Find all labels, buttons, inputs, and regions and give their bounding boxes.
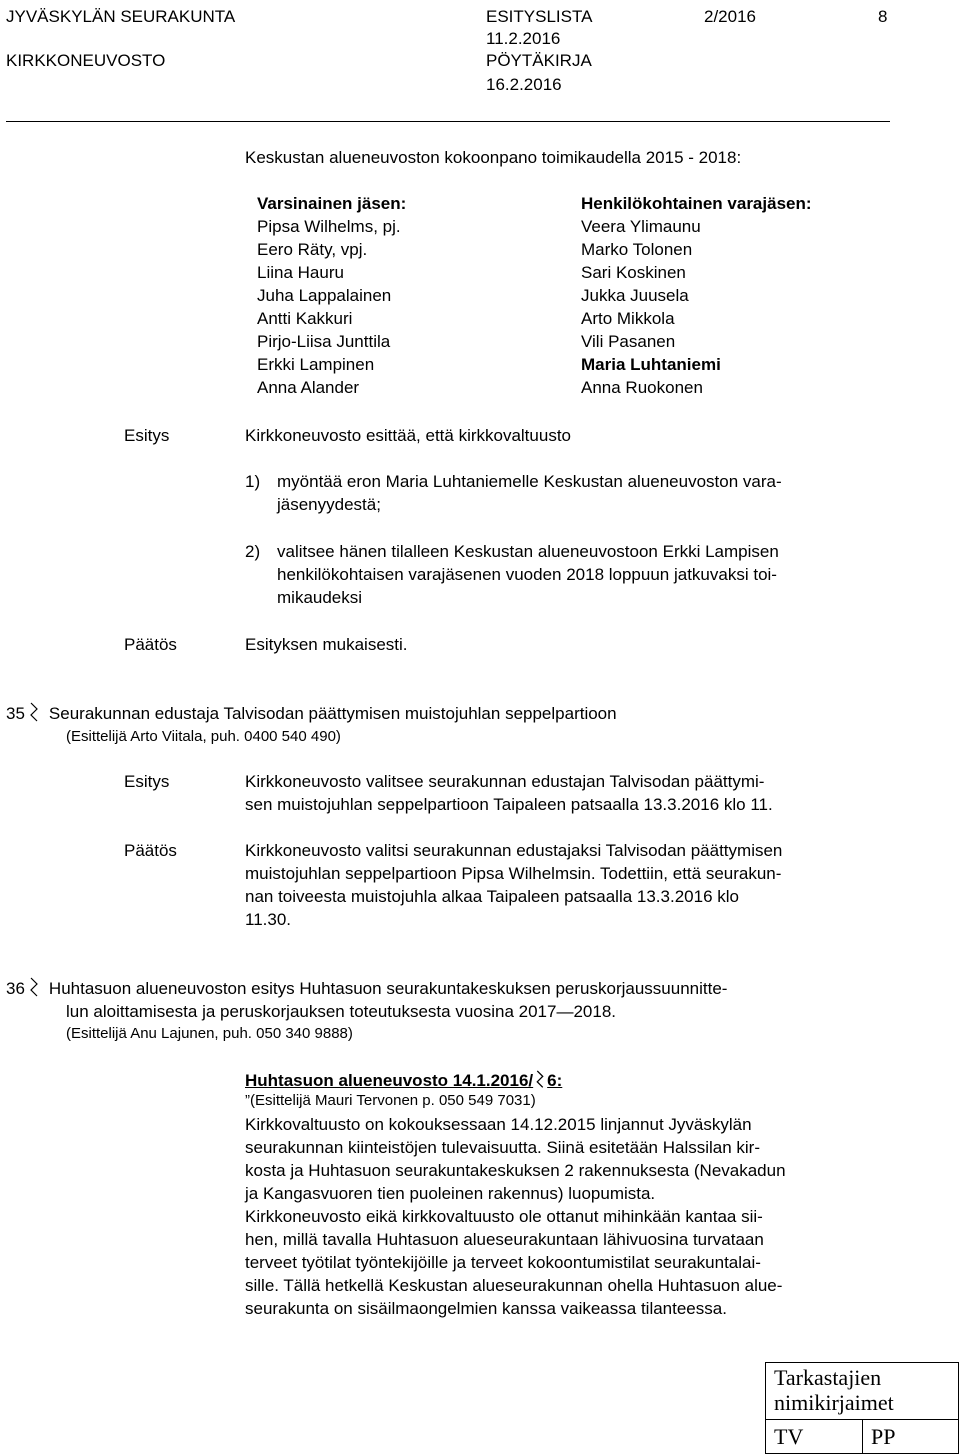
member-name: Erkki Lampinen xyxy=(257,355,375,374)
deputy-name: Sari Koskinen xyxy=(581,263,686,282)
point-line: mikaudeksi xyxy=(277,588,363,607)
item-number: 36 xyxy=(6,979,25,998)
member-name: Antti Kakkuri xyxy=(257,309,353,328)
member-name: Liina Hauru xyxy=(257,263,344,282)
header-minutes-type: PÖYTÄKIRJA xyxy=(486,51,592,70)
deputies-header: Henkilökohtainen varajäsen: xyxy=(581,194,812,213)
member-name: Pirjo-Liisa Junttila xyxy=(257,332,391,351)
point-line: myöntää eron Maria Luhtaniemelle Keskustan alueneuvoston vara- xyxy=(277,472,782,491)
point-number: 2) xyxy=(245,542,261,561)
text-line: terveet työtilat työntekijöille ja terveet kokoontumistilat seurakuntalai- xyxy=(245,1253,761,1272)
members-header: Varsinainen jäsen: xyxy=(257,194,407,213)
member-name: Eero Räty, vpj. xyxy=(257,240,368,259)
text-line: ja Kangasvuoren tien puoleinen rakennus) luopumista. xyxy=(245,1184,656,1203)
text-line: Kirkkoneuvosto eikä kirkkovaltuusto ole ottanut mihinkään kantaa sii- xyxy=(245,1207,763,1226)
deputy-name: Marko Tolonen xyxy=(581,240,693,259)
item-heading xyxy=(6,977,727,1000)
item-presenter: (Esittelijä Anu Lajunen, puh. 050 340 9888) xyxy=(66,1025,353,1042)
signature-title xyxy=(774,1365,894,1415)
text-line: 11.30. xyxy=(245,910,292,929)
composition-heading: Keskustan alueneuvoston kokoonpano toimikaudella 2015 - 2018: xyxy=(245,148,742,167)
item-number: 35 xyxy=(6,704,25,723)
item-title: Seurakunnan edustaja Talvisodan päättymisen muistojuhlan seppelpartioon xyxy=(48,704,617,723)
sub-heading xyxy=(245,1069,562,1092)
esitys-intro: Kirkkoneuvosto esittää, että kirkkovaltuusto xyxy=(245,426,571,445)
header-divider xyxy=(6,121,890,122)
esitys-text xyxy=(245,770,773,816)
member-name: Pipsa Wilhelms, pj. xyxy=(257,217,401,236)
sub-heading-number: 6: xyxy=(547,1071,563,1090)
point-line: jäsenyydestä; xyxy=(277,495,381,514)
text-line: muistojuhlan seppelpartioon Pipsa Wilhelmsin. Todettiin, että seurakun- xyxy=(245,864,782,883)
deputies-list xyxy=(581,215,721,399)
item-title: Huhtasuon alueneuvoston esitys Huhtasuon seurakuntakeskuksen peruskorjaussuunnitte- xyxy=(48,979,728,998)
initials-cell: TV xyxy=(774,1424,804,1449)
sub-heading-text: Huhtasuon alueneuvosto 14.1.2016/ xyxy=(245,1071,534,1090)
section-sign-icon xyxy=(29,702,39,724)
point-line: valitsee hänen tilalleen Keskustan alueneuvostoon Erkki Lampisen xyxy=(277,542,779,561)
item-presenter: (Esittelijä Arto Viitala, puh. 0400 540 490) xyxy=(66,728,341,745)
sub-presenter: ”(Esittelijä Mauri Tervonen p. 050 549 7031) xyxy=(245,1092,536,1109)
initials-cell: PP xyxy=(862,1420,958,1454)
deputy-name: Maria Luhtaniemi xyxy=(581,355,721,374)
point-line: henkilökohtaisen varajäsenen vuoden 2018 loppuun jatkuvaksi toi- xyxy=(277,565,777,584)
text-line: nan toiveesta muistojuhla alkaa Taipaleen patsaalla 13.3.2016 klo xyxy=(245,887,739,906)
point-number: 1) xyxy=(245,472,261,491)
header-body: KIRKKONEUVOSTO xyxy=(6,51,166,70)
header-minutes-date: 16.2.2016 xyxy=(486,75,562,94)
section-sign-icon xyxy=(29,977,39,999)
initials-row xyxy=(766,1419,958,1454)
header-list-type: ESITYSLISTA xyxy=(486,7,593,26)
text-line: sille. Tällä hetkellä Keskustan alueseurakunnan ohella Huhtasuon alue- xyxy=(245,1276,783,1295)
signature-box xyxy=(765,1362,959,1454)
esitys-label: Esitys xyxy=(124,772,170,791)
text-line: Kirkkoneuvosto valitsi seurakunnan edustajaksi Talvisodan päättymisen xyxy=(245,841,783,860)
text-line: Kirkkoneuvosto valitsee seurakunnan edustajan Talvisodan päättymi- xyxy=(245,772,765,791)
section-sign-icon xyxy=(535,1070,545,1090)
header-page-number: 8 xyxy=(878,7,888,26)
header-list-date: 11.2.2016 xyxy=(486,29,561,48)
item-title-continued: lun aloittamisesta ja peruskorjauksen toteutuksesta vuosina 2017—2018. xyxy=(66,1002,617,1021)
text-line: seurakunta on sisäilmaongelmien kanssa vaikeassa tilanteessa. xyxy=(245,1299,727,1318)
deputy-name: Vili Pasanen xyxy=(581,332,676,351)
paatos-label: Päätös xyxy=(124,635,177,654)
signature-title-line: nimikirjaimet xyxy=(774,1390,894,1415)
text-line: seurakunnan kiinteistöjen tulevaisuutta. Siinä esitetään Halssilan kir- xyxy=(245,1138,761,1157)
paatos-text xyxy=(245,839,782,931)
deputy-name: Anna Ruokonen xyxy=(581,378,703,397)
member-name: Anna Alander xyxy=(257,378,360,397)
text-line: hen, millä tavalla Huhtasuon alueseurakuntaan lähivuosina turvataan xyxy=(245,1230,764,1249)
paatos-label: Päätös xyxy=(124,841,177,860)
deputy-name: Veera Ylimaunu xyxy=(581,217,701,236)
esitys-label: Esitys xyxy=(124,426,170,445)
text-line: sen muistojuhlan seppelpartioon Taipaleen patsaalla 13.3.2016 klo 11. xyxy=(245,795,773,814)
point-text xyxy=(277,540,779,609)
point-text xyxy=(277,470,782,516)
members-list xyxy=(257,215,401,399)
item-heading xyxy=(6,702,617,725)
deputy-name: Arto Mikkola xyxy=(581,309,675,328)
deputy-name: Jukka Juusela xyxy=(581,286,689,305)
header-issue: 2/2016 xyxy=(704,7,756,26)
text-line: kosta ja Huhtasuon seurakuntakeskuksen 2 rakennuksesta (Nevakadun xyxy=(245,1161,786,1180)
body-text xyxy=(245,1113,786,1320)
text-line: Kirkkovaltuusto on kokouksessaan 14.12.2015 linjannut Jyväskylän xyxy=(245,1115,752,1134)
signature-title-line: Tarkastajien xyxy=(774,1365,882,1390)
header-org: JYVÄSKYLÄN SEURAKUNTA xyxy=(6,7,236,26)
member-name: Juha Lappalainen xyxy=(257,286,392,305)
paatos-text: Esityksen mukaisesti. xyxy=(245,635,408,654)
